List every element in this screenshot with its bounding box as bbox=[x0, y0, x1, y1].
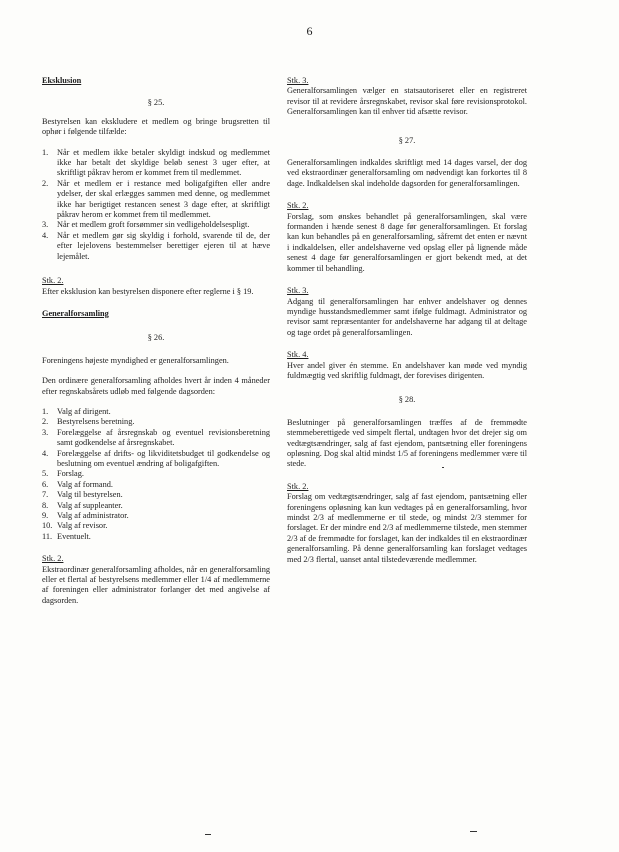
s27-stk2-label: Stk. 2. bbox=[287, 201, 309, 211]
s26-agenda-item bbox=[42, 511, 270, 521]
list-item-number: 2. bbox=[42, 417, 49, 427]
s26-agenda-item bbox=[42, 428, 270, 449]
list-item-number: 3. bbox=[42, 427, 49, 437]
s26-agenda-item bbox=[42, 407, 270, 417]
s26-agenda-item bbox=[42, 501, 270, 511]
list-item-number: 8. bbox=[42, 500, 49, 510]
paragraph-number-28: § 28. bbox=[398, 395, 416, 405]
list-item-number: 2. bbox=[42, 178, 49, 188]
list-item-number: 6. bbox=[42, 479, 49, 489]
s26-agenda-item bbox=[42, 521, 270, 531]
list-item-number: 1. bbox=[42, 147, 49, 157]
s25-list-item bbox=[42, 231, 270, 262]
s28-stk2-text: Forslag om vedtægtsændringer, salg af fast ejendom, pantsætning eller foreningens opløsning kan kun vedtages på en generalforsamling, hvor mindst 2/3 af medlemmerne er til stede, og mindst 2/3 stemmer for forslaget. Er der mindre end 2/3 af medlemmerne tilstede, men stemmer 2/3 af de fremmødte for forslaget, kan der indkaldes til en ekstraordinær generalforsamling. På denne generalforsamling kan forslaget vedtages med 2/3 flertal, uanset antal tilstedeværende medlemmer. bbox=[287, 492, 527, 564]
s26-p2: Den ordinære generalforsamling afholdes hvert år inden 4 måneder efter regnskabsårets udløb med følgende dagsorden: bbox=[42, 376, 270, 396]
list-item-text: Når et medlem er i restance med boligafgiften eller andre ydelser, der skal erlægges sammen med denne, og medlemmet ikke har berigtiget restancen senest 3 dage efter, at skriftligt påkrav herom er kommet frem til medlemmet. bbox=[57, 178, 270, 220]
scan-speck bbox=[205, 834, 211, 835]
paragraph-number-25: § 25. bbox=[147, 98, 165, 108]
s26-stk3-label: Stk. 3. bbox=[287, 76, 309, 85]
list-item-text: Valg af formand. bbox=[57, 479, 113, 489]
list-item-number: 4. bbox=[42, 448, 49, 458]
list-item-text: Forslag. bbox=[57, 469, 84, 479]
s27-stk2-text: Forslag, som ønskes behandlet på generalforsamlingen, skal være formanden i hænde senest 8 dage før generalforsamlingen. Et forslag kan kun behandles på en generalforsamling, såfremt det enten er nævnt i indkaldelsen, eller andelshaverne ved opslag eller på lignende måde senest 4 dage før generalforsamlingen er gjort bekendt med, at det kommer til behandling. bbox=[287, 211, 527, 273]
list-item-number: 10. bbox=[42, 521, 53, 531]
list-item-text: Valg af administrator. bbox=[57, 511, 129, 520]
s26-agenda-item bbox=[42, 417, 270, 427]
s25-stk2-text: Efter eksklusion kan bestyrelsen disponere efter reglerne i § 19. bbox=[42, 286, 254, 296]
s26-agenda-item bbox=[42, 449, 270, 470]
s25-list-item bbox=[42, 220, 270, 230]
s26-agenda-list bbox=[42, 407, 270, 542]
s27-stk4-label: Stk. 4. bbox=[287, 350, 309, 360]
scan-speck bbox=[442, 467, 444, 468]
list-item-text: Valg til bestyrelsen. bbox=[57, 490, 123, 500]
s26-stk3-text: Generalforsamlingen vælger en statsautoriseret eller en registreret revisor til at revidere årsregnskabet, revisor skal føre revisionsprotokol. Generalforsamlingen kan til enhver tid afsætte revisor. bbox=[287, 86, 527, 117]
s27-stk3-label: Stk. 3. bbox=[287, 286, 309, 296]
section-heading-generalforsamling: Generalforsamling bbox=[42, 308, 109, 318]
s26-p1: Foreningens højeste myndighed er generalforsamlingen. bbox=[42, 355, 229, 365]
s27-stk4-text: Hver andel giver én stemme. En andelshaver kan møde ved myndig fuldmægtig ved skriftlig fuldmagt, der forevises dirigenten. bbox=[287, 360, 527, 380]
right-column bbox=[287, 76, 527, 565]
list-item-text: Forelæggelse af drifts- og likviditetsbudget til godkendelse og beslutning om eventuel ændring af boligafgiften. bbox=[57, 448, 270, 468]
list-item-text: Valg af dirigent. bbox=[57, 406, 111, 416]
list-item-number: 3. bbox=[42, 220, 49, 230]
s28-stk2-label: Stk. 2. bbox=[287, 481, 309, 491]
s25-stk2-label: Stk. 2. bbox=[42, 276, 64, 286]
s26-agenda-item bbox=[42, 480, 270, 490]
scan-speck bbox=[470, 831, 477, 832]
page-number: 6 bbox=[306, 24, 313, 38]
list-item-text: Eventuelt. bbox=[57, 531, 91, 541]
s26-stk2-label: Stk. 2. bbox=[42, 554, 64, 564]
s25-list-item bbox=[42, 148, 270, 179]
list-item-number: 5. bbox=[42, 469, 49, 479]
section-heading-eksklusion: Eksklusion bbox=[42, 76, 82, 85]
list-item-text: Valg af revisor. bbox=[57, 521, 108, 531]
list-item-number: 1. bbox=[42, 406, 49, 416]
s27-stk3-text: Adgang til generalforsamlingen har enhver andelshaver og dennes myndige husstandsmedlemmer samt ifølge fuldmagt. Administrator og revisor samt repræsentanter for andelshaverne har adgang til at deltage og tage ordet på generalforsamlingen. bbox=[287, 296, 527, 337]
list-item-text: Når et medlem gør sig skyldig i forhold, svarende til de, der efter lejelovens bestemmelser berettiger ejeren til at hæve lejemålet. bbox=[57, 230, 270, 261]
list-item-text: Forelæggelse af årsregnskab og eventuel revisionsberetning samt godkendelse af årsregnskabet. bbox=[57, 427, 270, 448]
s26-agenda-item bbox=[42, 490, 270, 500]
s27-p1: Generalforsamlingen indkaldes skriftligt med 14 dages varsel, der dog ved ekstraordinær generalforsamling om nødvendigt kan forkortes til 8 dage. Indkaldelsen skal indeholde dagsorden for generalforsamlingen. bbox=[287, 158, 527, 188]
list-item-number: 11. bbox=[42, 531, 53, 541]
s28-p1: Beslutninger på generalforsamlingen træffes af de fremmødte stemmeberettigede ved simpelt flertal, undtagen hvor det drejer sig om vedtægtsændringer, salg af fast ejendom, pantsætning eller foreningens opløsning. Dog skal altid mindst 1/5 af foreningens medlemmer være til stede. bbox=[287, 417, 527, 469]
list-item-number: 4. bbox=[42, 230, 49, 240]
list-item-text: Når et medlem ikke betaler skyldigt indskud og medlemmet ikke har betalt det skyldige beløb senest 3 uger efter, at skriftligt påkrav herom er kommet frem til medlemmet. bbox=[57, 147, 270, 178]
s25-intro: Bestyrelsen kan ekskludere et medlem og bringe brugsretten til ophør i følgende tilfælde: bbox=[42, 116, 270, 137]
list-item-text: Bestyrelsens beretning. bbox=[57, 417, 135, 427]
s26-stk2-text: Ekstraordinær generalforsamling afholdes, når en generalforsamling eller et flertal af bestyrelsens medlemmer eller 1/4 af medlemmerne af foreningen eller administrator forlanger det med angivelse af dagsorden. bbox=[42, 564, 270, 605]
s25-list-item bbox=[42, 179, 270, 221]
left-column bbox=[42, 76, 270, 606]
s25-list bbox=[42, 148, 270, 262]
paragraph-number-26: § 26. bbox=[147, 333, 165, 343]
list-item-number: 9. bbox=[42, 511, 49, 520]
s26-agenda-item bbox=[42, 469, 270, 479]
list-item-text: Valg af suppleanter. bbox=[57, 500, 123, 510]
list-item-number: 7. bbox=[42, 490, 49, 500]
list-item-text: Når et medlem groft forsømmer sin vedligeholdelsespligt. bbox=[57, 220, 250, 230]
paragraph-number-27: § 27. bbox=[398, 135, 416, 145]
s26-agenda-item bbox=[42, 532, 270, 542]
